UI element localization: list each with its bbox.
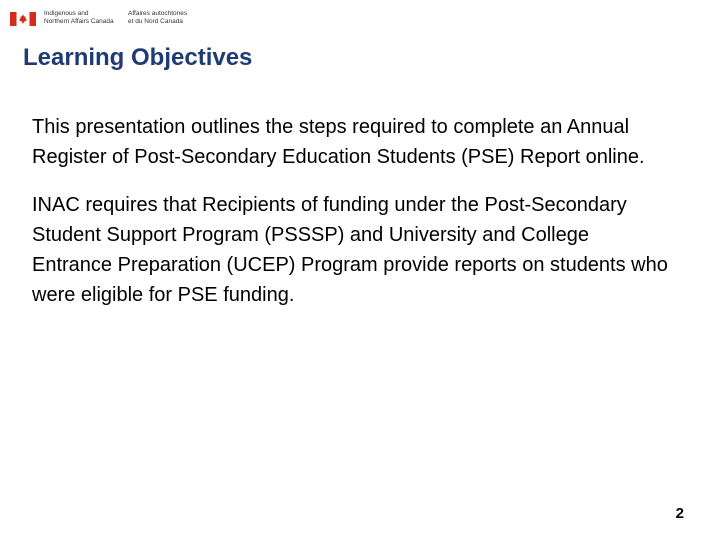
department-name-english-line-1: Indigenous and [44, 10, 89, 17]
canada-flag-icon [10, 12, 36, 26]
slide-title: Learning Objectives [23, 44, 253, 71]
department-name-english [44, 10, 128, 26]
department-logo [10, 10, 218, 30]
department-name-french [128, 10, 218, 26]
body-paragraph-2: INAC requires that Recipients of funding under the Post-Secondary Student Support Program (PSSSP) and University and College Entrance Preparation (UCEP) Program provide reports on students who were eligible for PSE funding. [32, 194, 668, 306]
department-name-french-line-1: Affaires autochtones [128, 10, 188, 17]
department-name-french-line-2: et du Nord Canada [128, 18, 183, 25]
body-paragraph-1: This presentation outlines the steps required to complete an Annual Register of Post-Secondary Education Students (PSE) Report online. [32, 116, 645, 168]
department-name-english-line-2: Northern Affairs Canada [44, 18, 114, 25]
slide-body [32, 112, 672, 328]
page-number: 2 [675, 505, 684, 522]
